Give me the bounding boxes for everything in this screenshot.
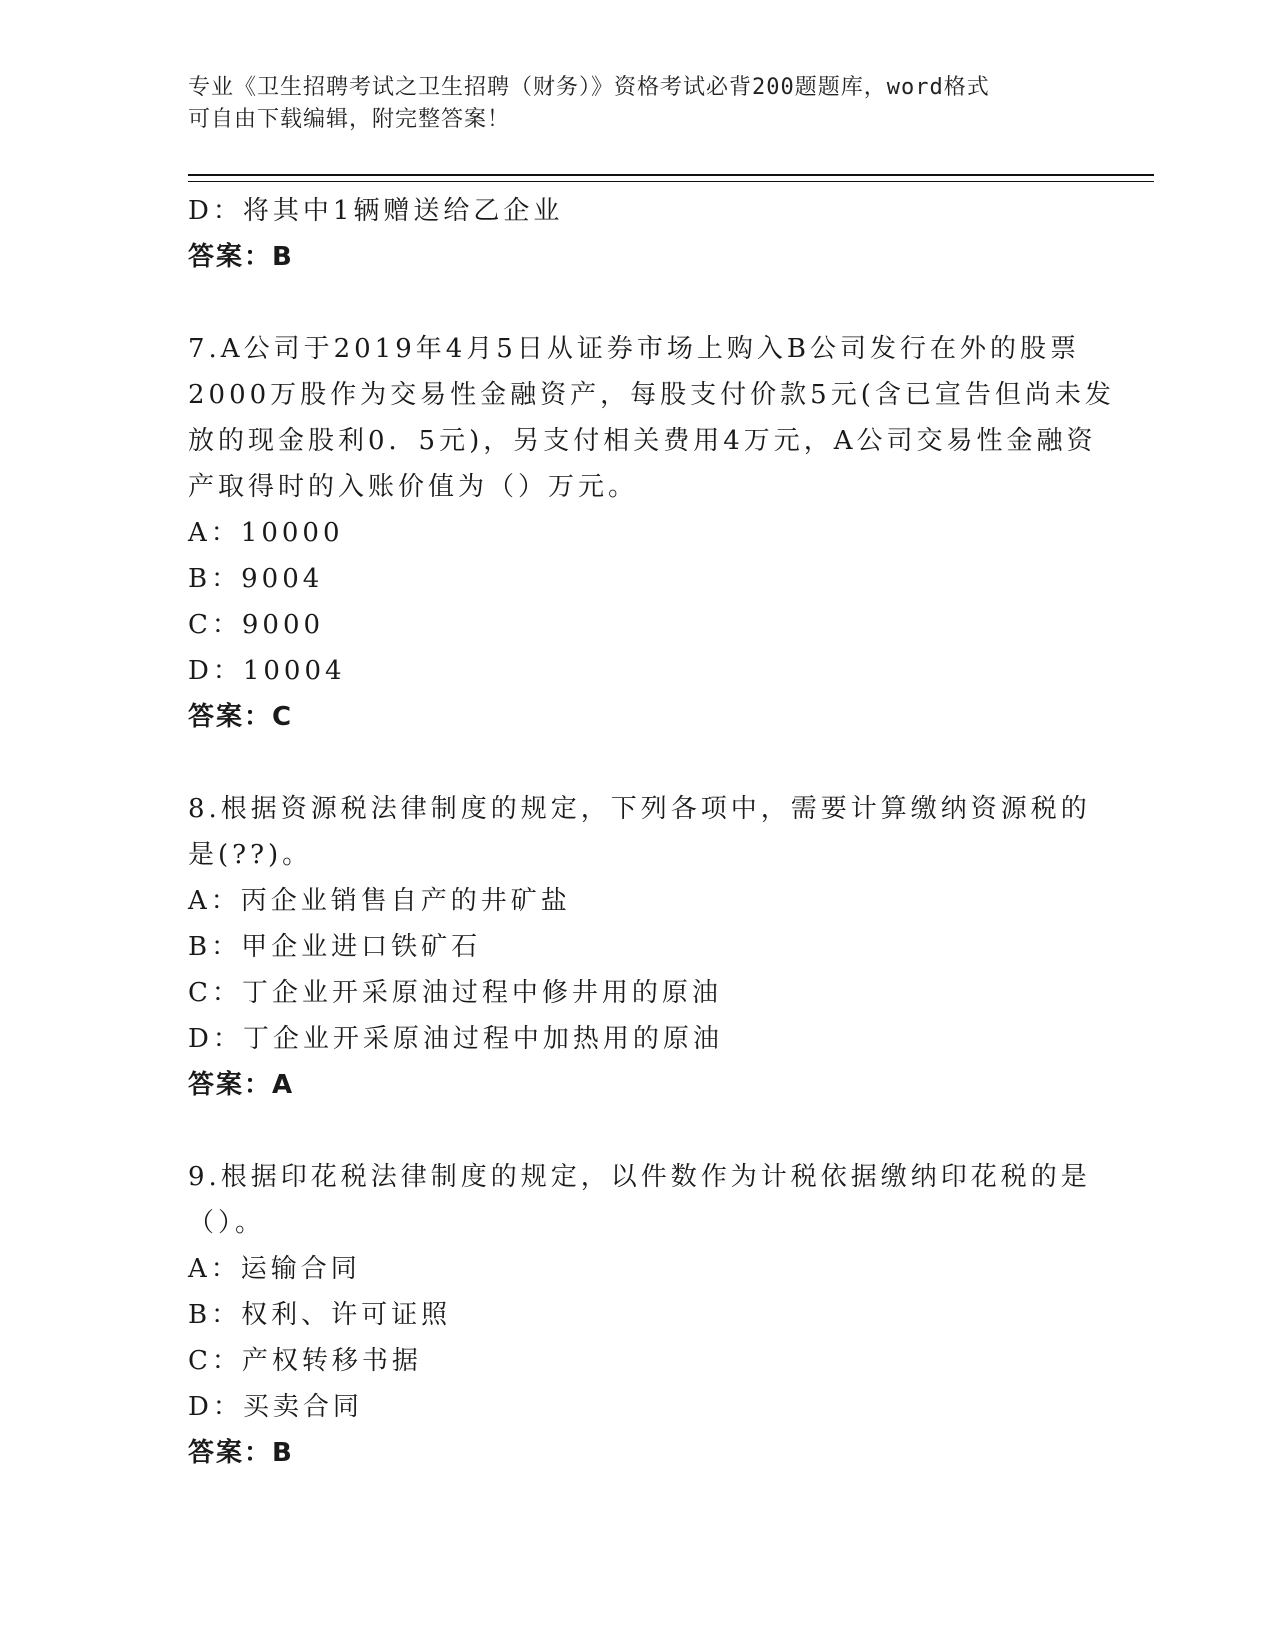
header-divider-thin (188, 181, 1154, 182)
question-9-option-b: B：权利、许可证照 (188, 1300, 452, 1330)
header-title-line-2: 可自由下载编辑，附完整答案！ (188, 107, 511, 132)
question-7-text-line-1: 7.A公司于2019年4月5日从证券市场上购入B公司发行在外的股票 (188, 334, 1080, 364)
previous-answer: 答案：B (188, 242, 294, 272)
question-8-option-b: B：甲企业进口铁矿石 (188, 932, 482, 962)
question-8-option-a: A：丙企业销售自产的井矿盐 (188, 886, 571, 916)
question-9-option-c: C：产权转移书据 (188, 1346, 422, 1376)
question-7 (188, 326, 1115, 740)
question-7-text-line-3: 放的现金股利0．5元)，另支付相关费用4万元，A公司交易性金融资 (188, 426, 1097, 456)
question-7-option-b: B：9004 (188, 564, 324, 594)
question-8-text-line-1: 8.根据资源税法律制度的规定，下列各项中，需要计算缴纳资源税的 (188, 794, 1091, 824)
spacer (188, 740, 1088, 786)
question-8-answer: 答案：A (188, 1070, 295, 1100)
question-7-text-line-4: 产取得时的入账价值为（）万元。 (188, 472, 639, 502)
question-9-option-a: A：运输合同 (188, 1254, 361, 1284)
question-8-option-c: C：丁企业开采原油过程中修井用的原油 (188, 978, 722, 1008)
question-9-answer: 答案：B (188, 1438, 294, 1468)
spacer (188, 1108, 1088, 1154)
question-content (188, 188, 1115, 1476)
spacer (188, 280, 1088, 326)
header-divider-thick (188, 174, 1154, 176)
question-8-option-d: D：丁企业开采原油过程中加热用的原油 (188, 1024, 723, 1054)
question-7-text-line-2: 2000万股作为交易性金融资产，每股支付价款5元(含已宣告但尚未发 (188, 380, 1115, 410)
question-7-answer: 答案：C (188, 702, 294, 732)
question-8 (188, 786, 1091, 1108)
question-9-text-line-2: （）。 (188, 1208, 266, 1238)
document-header (188, 72, 1068, 136)
question-7-option-d: D：10004 (188, 656, 346, 686)
question-8-text-line-2: 是(??)。 (188, 840, 313, 870)
question-9-option-d: D：买卖合同 (188, 1392, 363, 1422)
question-7-option-c: C：9000 (188, 610, 325, 640)
question-9 (188, 1154, 1091, 1476)
previous-option-d: D：将其中1辆赠送给乙企业 (188, 196, 564, 226)
question-7-option-a: A：10000 (188, 518, 344, 548)
question-9-text-line-1: 9.根据印花税法律制度的规定，以件数作为计税依据缴纳印花税的是 (188, 1162, 1091, 1192)
header-title-line-1: 专业《卫生招聘考试之卫生招聘（财务）》资格考试必背200题题库，word格式 (188, 75, 990, 100)
